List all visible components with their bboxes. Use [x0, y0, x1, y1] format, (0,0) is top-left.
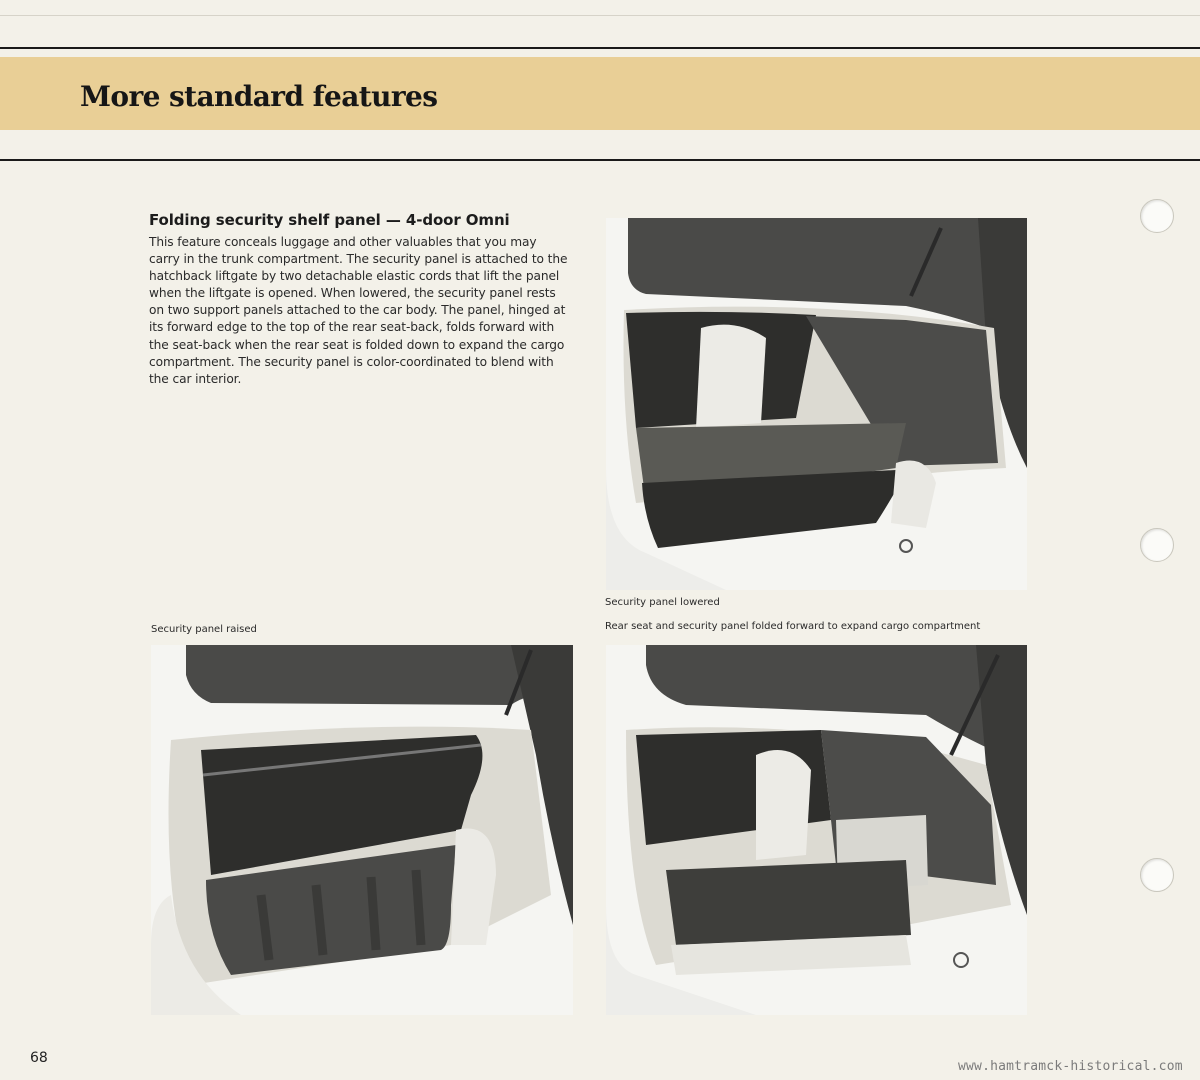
cargo-expanded-photo: [606, 645, 1027, 1015]
watermark: www.hamtramck-historical.com: [958, 1059, 1183, 1074]
binder-hole-bottom: [1140, 858, 1174, 892]
photo-cargo-expanded: [606, 645, 1027, 1015]
page-title: More standard features: [80, 80, 438, 113]
top-rule-thin: [0, 15, 1200, 16]
binder-hole-top: [1140, 199, 1174, 233]
caption-cargo-expanded: Rear seat and security panel folded forward to expand cargo compartment: [605, 621, 981, 632]
photo-security-panel-raised: [151, 645, 573, 1015]
caption-security-panel-lowered: Security panel lowered: [605, 597, 720, 608]
feature-body: This feature conceals luggage and other valuables that you may carry in the trunk compartment. The security panel is attached to the hatchback liftgate by two detachable elastic cords that lift the panel when the liftgate is opened. When lowered, the security panel rests on two support panels attached to the car body. The panel, hinged at its forward edge to the top of the rear seat-back, folds forward with the seat-back when the rear seat is folded down to expand the cargo compartment. The security panel is color-coordinated to blend with the car interior.: [149, 235, 568, 386]
photo-security-panel-lowered: [606, 218, 1027, 590]
caption-security-panel-raised: Security panel raised: [151, 624, 257, 635]
page-number: 68: [30, 1050, 48, 1066]
header-bottom-rule: [0, 159, 1200, 161]
binder-hole-middle: [1140, 528, 1174, 562]
feature-heading: Folding security shelf panel — 4-door Omni: [149, 211, 510, 229]
security-panel-lowered-photo: [606, 218, 1027, 590]
top-rule: [0, 47, 1200, 49]
security-panel-raised-photo: [151, 645, 573, 1015]
